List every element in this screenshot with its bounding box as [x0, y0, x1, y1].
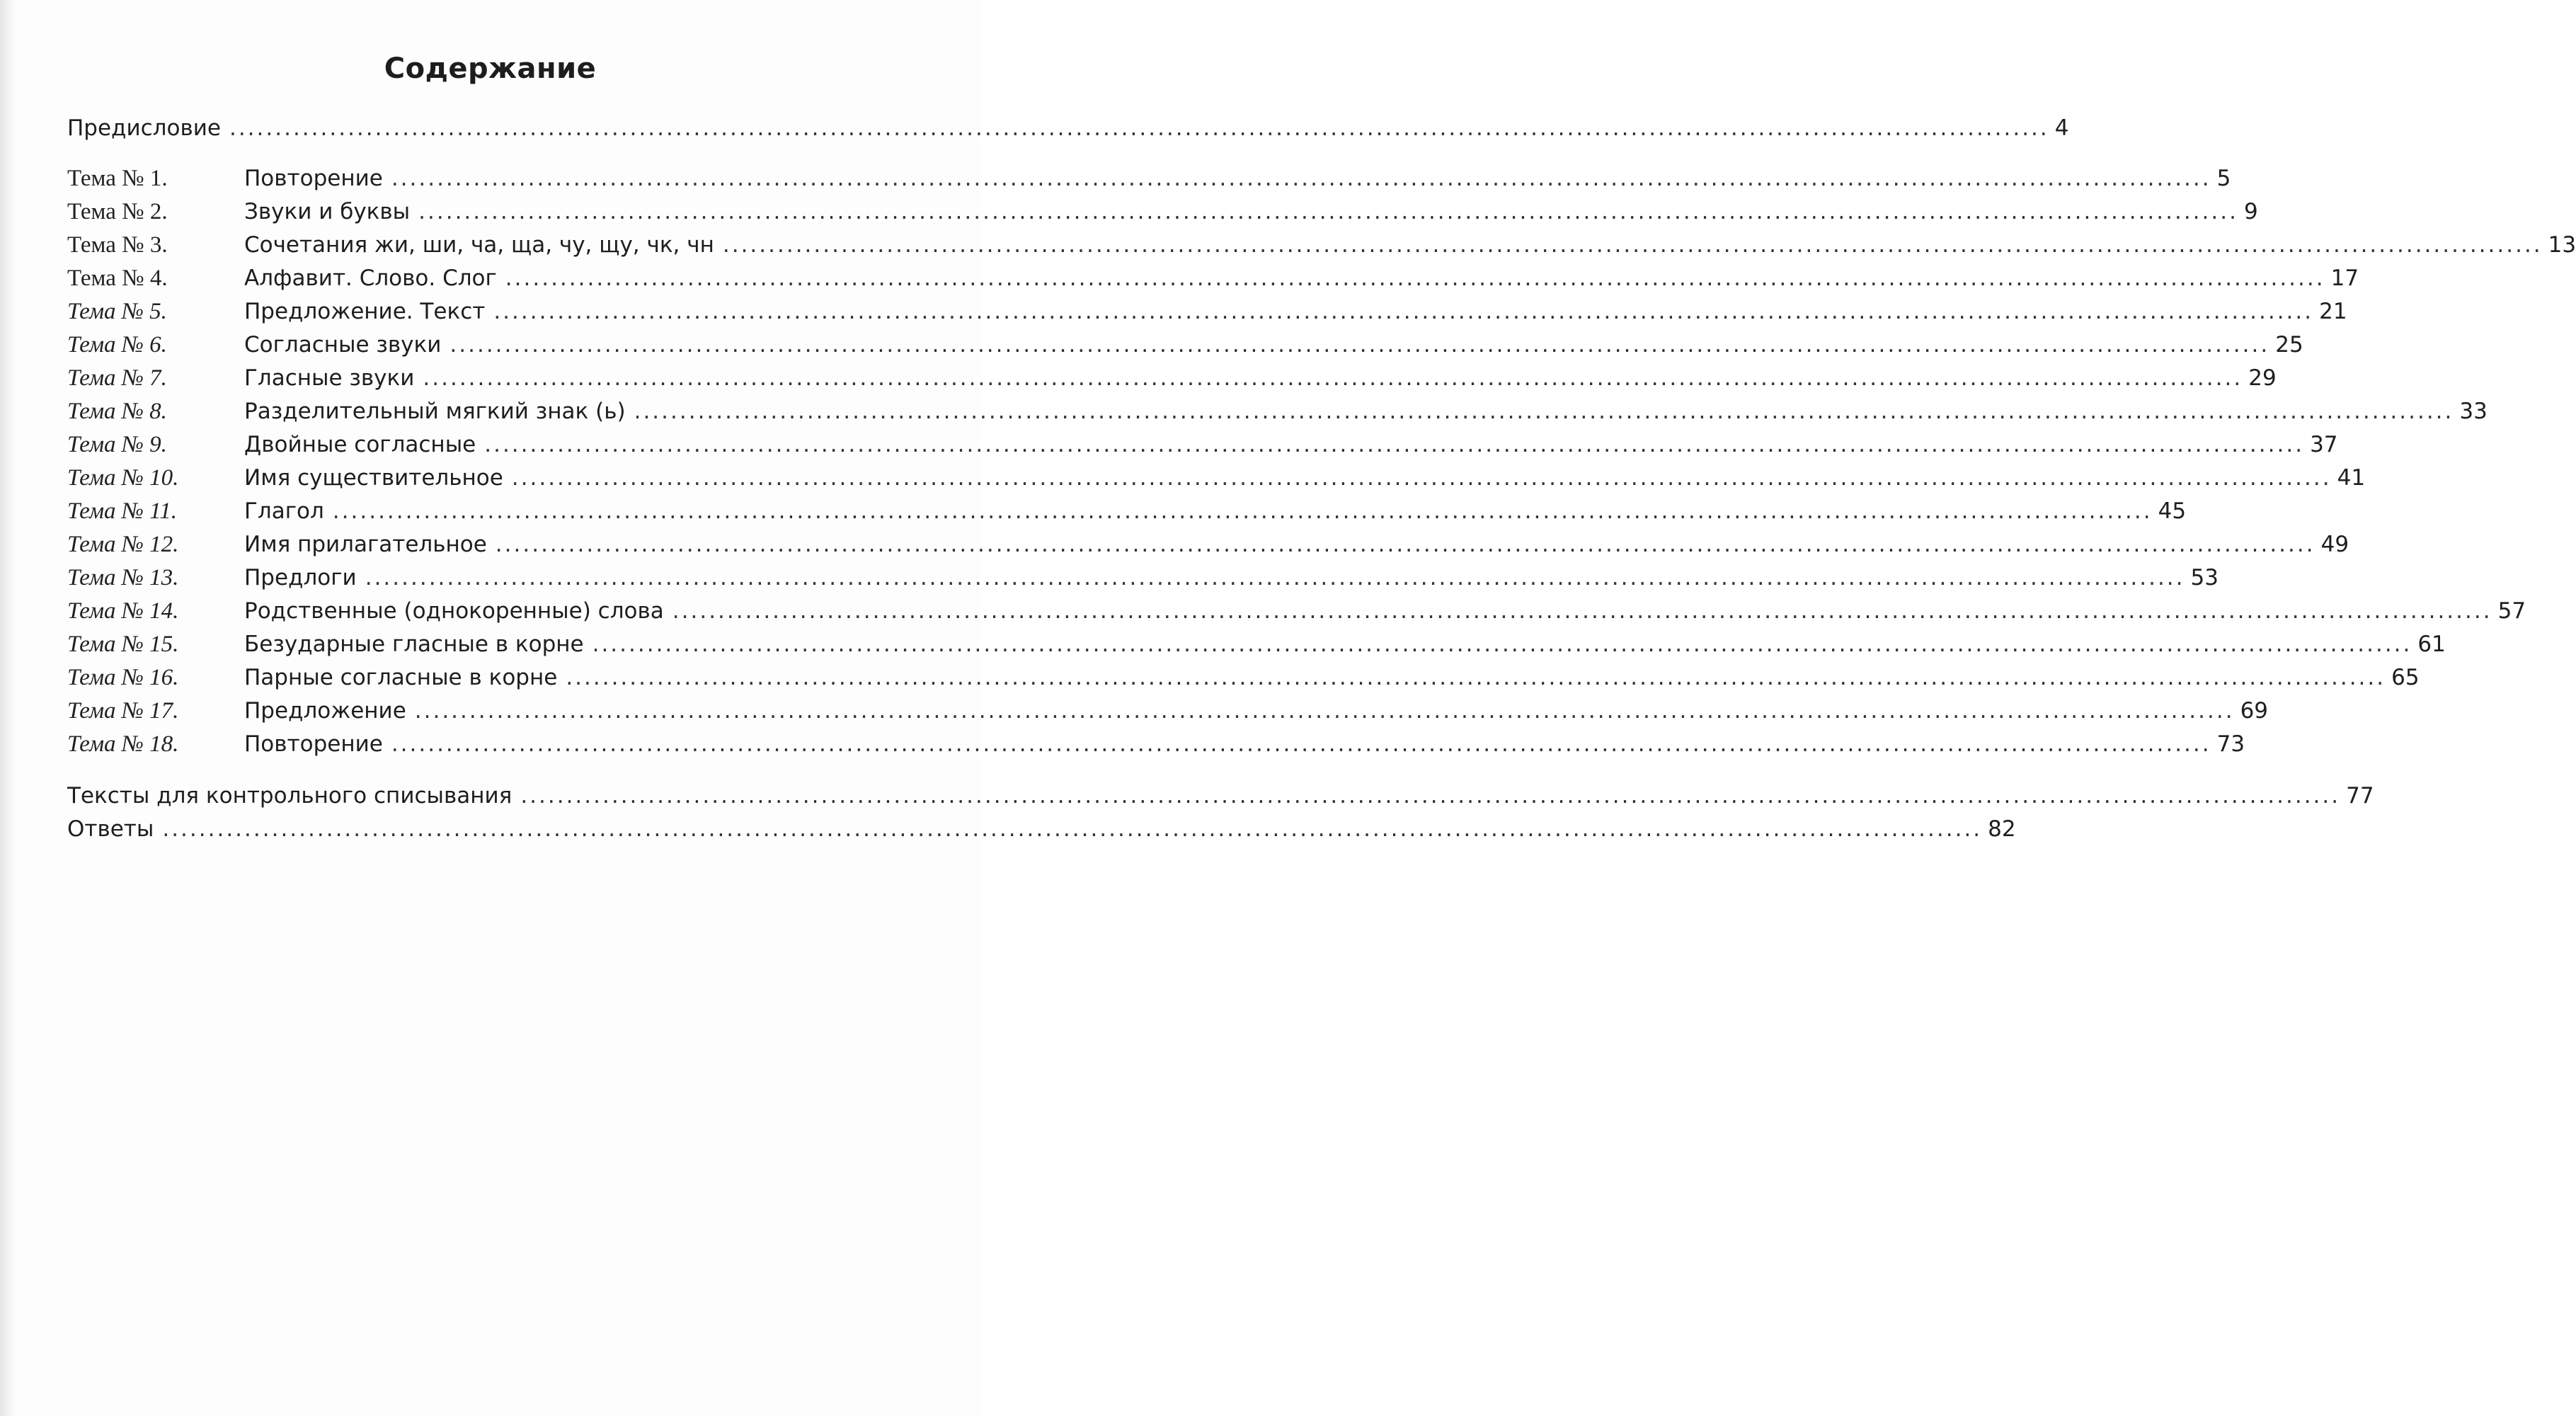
- dot-leader: ........................................................................................................................................................................................................: [391, 731, 2211, 757]
- toc-entry-label: Гласные звуки: [244, 365, 415, 391]
- topic-number: Тема № 12.: [67, 532, 179, 557]
- toc-entry-page: 37: [2310, 432, 2338, 457]
- toc-entry-label: Родственные (однокоренные) слова: [244, 598, 664, 624]
- toc-entry-page: 41: [2337, 465, 2366, 491]
- toc-entry-appendix: [67, 780, 2374, 813]
- toc-entry-page: 45: [2158, 498, 2187, 524]
- toc-entry-page: 53: [2190, 565, 2219, 590]
- toc-entry-page: 5: [2216, 166, 2231, 191]
- toc-entry-page: 73: [2216, 731, 2245, 757]
- toc-entry-label: Тексты для контрольного списывания: [67, 783, 513, 809]
- toc-entry-topic: [67, 595, 2526, 628]
- toc-entry-topic: [67, 661, 2420, 695]
- toc-entry-topic: [67, 695, 2269, 728]
- toc-entry-page: 4: [2054, 115, 2069, 141]
- toc-entry-label: Согласные звуки: [244, 332, 442, 358]
- toc-entry-answers: [67, 813, 2016, 846]
- toc-entry-topic: [67, 495, 2187, 528]
- topic-number: Тема № 1.: [67, 166, 168, 191]
- dot-leader: ........................................................................................................................................................................................................: [592, 632, 2412, 657]
- dot-leader: ........................................................................................................................................................................................................: [672, 598, 2492, 624]
- toc-entry-topic: [67, 295, 2347, 329]
- page-title: Содержание: [384, 52, 597, 85]
- topic-number: Тема № 18.: [67, 731, 179, 757]
- page-edge-shadow: [0, 0, 17, 1416]
- toc-entry-page: 77: [2346, 783, 2374, 809]
- topic-number: Тема № 3.: [67, 232, 168, 258]
- toc-entry-label: Ответы: [67, 816, 154, 842]
- toc-entry-label: Имя прилагательное: [244, 532, 487, 557]
- dot-leader: ........................................................................................................................................................................................................: [493, 299, 2314, 324]
- toc-entry-label: Предложение: [244, 698, 406, 724]
- toc-entry-page: 57: [2497, 598, 2526, 624]
- toc-entry-page: 17: [2330, 266, 2359, 291]
- toc-entry-topic: [67, 262, 2359, 295]
- toc-entry-label: Безударные гласные в корне: [244, 632, 584, 657]
- toc-entry-page: 82: [1988, 816, 2016, 842]
- topic-number: Тема № 7.: [67, 365, 167, 391]
- toc-entry-topic: [67, 229, 2576, 262]
- toc-entry-label: Разделительный мягкий знак (ь): [244, 399, 626, 424]
- dot-leader: ........................................................................................................................................................................................................: [505, 266, 2325, 291]
- toc-entry-label: Звуки и буквы: [244, 199, 411, 224]
- topic-number: Тема № 4.: [67, 266, 168, 291]
- dot-leader: ........................................................................................................................................................................................................: [332, 498, 2153, 524]
- toc-entry-topic: [67, 462, 2366, 495]
- toc-entry-page: 9: [2243, 199, 2258, 224]
- dot-leader: ........................................................................................................................................................................................................: [495, 532, 2315, 557]
- topic-number: Тема № 13.: [67, 565, 179, 590]
- dot-leader: ........................................................................................................................................................................................................: [423, 365, 2243, 391]
- topic-number: Тема № 11.: [67, 498, 177, 524]
- toc-entry-label: Предлоги: [244, 565, 357, 590]
- dot-leader: ........................................................................................................................................................................................................: [162, 816, 1983, 842]
- dot-leader: ........................................................................................................................................................................................................: [566, 665, 2386, 690]
- dot-leader: ........................................................................................................................................................................................................: [722, 232, 2543, 258]
- toc-entry-topic: [67, 728, 2245, 761]
- toc-entry-topic: [67, 362, 2277, 395]
- toc-entry-topic: [67, 428, 2338, 462]
- dot-leader: ........................................................................................................................................................................................................: [511, 465, 2332, 491]
- dot-leader: ........................................................................................................................................................................................................: [391, 166, 2211, 191]
- toc-entry-page: 21: [2319, 299, 2347, 324]
- dot-leader: ........................................................................................................................................................................................................: [484, 432, 2305, 457]
- table-of-contents: [67, 112, 2576, 846]
- topic-number: Тема № 10.: [67, 465, 179, 491]
- toc-entry-topic: [67, 395, 2488, 428]
- toc-entry-topic: [67, 162, 2231, 195]
- toc-entry-page: 25: [2275, 332, 2303, 358]
- topic-number: Тема № 15.: [67, 632, 179, 657]
- toc-entry-label: Повторение: [244, 731, 383, 757]
- topic-number: Тема № 2.: [67, 199, 168, 224]
- dot-leader: ........................................................................................................................................................................................................: [365, 565, 2185, 590]
- toc-entry-topic: [67, 628, 2446, 661]
- toc-entry-label: Предисловие: [67, 115, 221, 141]
- toc-entry-page: 69: [2240, 698, 2269, 724]
- toc-entry-page: 61: [2417, 632, 2446, 657]
- toc-entry-page: 13: [2548, 232, 2576, 258]
- toc-entry-label: Повторение: [244, 166, 383, 191]
- toc-entry-label: Сочетания жи, ши, ча, ща, чу, щу, чк, чн: [244, 232, 714, 258]
- toc-entry-label: Алфавит. Слово. Слог: [244, 266, 497, 291]
- toc-entry-topic: [67, 528, 2349, 561]
- toc-entry-label: Имя существительное: [244, 465, 503, 491]
- toc-entry-page: 49: [2320, 532, 2349, 557]
- dot-leader: ........................................................................................................................................................................................................: [414, 698, 2235, 724]
- topic-number: Тема № 17.: [67, 698, 179, 724]
- toc-entry-topic: [67, 195, 2258, 229]
- toc-entry-page: 65: [2391, 665, 2420, 690]
- topic-number: Тема № 8.: [67, 399, 167, 424]
- toc-entry-topic: [67, 329, 2303, 362]
- toc-entry-label: Глагол: [244, 498, 324, 524]
- topic-number: Тема № 16.: [67, 665, 179, 690]
- topic-number: Тема № 6.: [67, 332, 167, 358]
- dot-leader: ........................................................................................................................................................................................................: [634, 399, 2454, 424]
- dot-leader: ........................................................................................................................................................................................................: [520, 783, 2341, 809]
- toc-entry-preface: [67, 112, 2069, 145]
- toc-entry-topic: [67, 561, 2219, 595]
- dot-leader: ........................................................................................................................................................................................................: [450, 332, 2270, 358]
- toc-entry-label: Предложение. Текст: [244, 299, 486, 324]
- topic-number: Тема № 14.: [67, 598, 179, 624]
- dot-leader: ........................................................................................................................................................................................................: [418, 199, 2238, 224]
- toc-entry-label: Двойные согласные: [244, 432, 476, 457]
- toc-entry-page: 29: [2248, 365, 2277, 391]
- dot-leader: ........................................................................................................................................................................................................: [229, 115, 2049, 141]
- topic-number: Тема № 5.: [67, 299, 167, 324]
- toc-entry-page: 33: [2459, 399, 2488, 424]
- topic-number: Тема № 9.: [67, 432, 167, 457]
- toc-entry-label: Парные согласные в корне: [244, 665, 558, 690]
